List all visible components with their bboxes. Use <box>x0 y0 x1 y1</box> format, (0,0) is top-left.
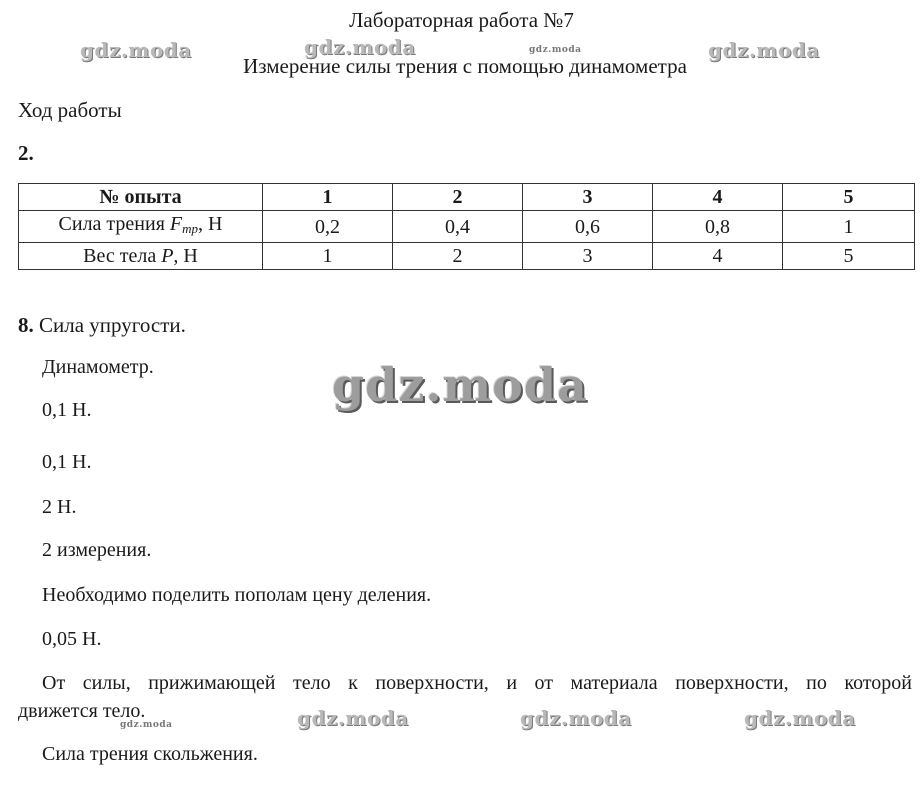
table-cell: 2 <box>393 243 523 270</box>
table-cell: 0,8 <box>653 211 783 243</box>
table-cell: 0,2 <box>263 211 393 243</box>
answer-line: 2 Н. <box>42 496 77 518</box>
table-cell: 0,6 <box>523 211 653 243</box>
table-cell: 0,4 <box>393 211 523 243</box>
answer-line: Сила трения скольжения. <box>42 743 258 765</box>
row-label-friction-force: Сила трения $F_{тр}$, Н <box>19 211 263 243</box>
task-8-first-line <box>18 313 186 338</box>
table-row <box>19 243 915 270</box>
watermark: gdz.moda <box>297 706 409 730</box>
answer-paragraph-line-1: От силы, прижимающей тело к поверхности, и от материала поверхности, по которой <box>42 672 912 694</box>
answer-text: Сила упругости. <box>39 313 186 337</box>
answer-paragraph-line-2: движется тело. <box>18 700 146 722</box>
answer-line: 0,05 Н. <box>42 628 102 650</box>
watermark: gdz.moda <box>304 35 416 59</box>
experiment-table <box>18 183 915 270</box>
watermark-large: gdz.moda <box>332 358 588 412</box>
row-label-body-weight: Вес тела P, Н <box>19 243 263 270</box>
answer-line: 0,1 Н. <box>42 451 92 473</box>
table-cell: 3 <box>523 243 653 270</box>
table-header-cell: 5 <box>783 184 915 211</box>
answer-line: Динамометр. <box>42 356 154 378</box>
task-number-2: 2. <box>18 141 34 165</box>
table-header-cell: 2 <box>393 184 523 211</box>
table-cell: 5 <box>783 243 915 270</box>
table-row <box>19 211 915 243</box>
watermark: gdz.moda <box>120 720 173 730</box>
watermark: gdz.moda <box>529 45 582 55</box>
table-header-row <box>19 184 915 211</box>
answer-line: Необходимо поделить пополам цену деления. <box>42 584 432 606</box>
task-number-8: 8. <box>18 313 34 337</box>
watermark: gdz.moda <box>520 706 632 730</box>
table-header-cell: 3 <box>523 184 653 211</box>
page-title: Лабораторная работа №7 <box>349 8 574 32</box>
table-header-cell: 1 <box>263 184 393 211</box>
watermark: gdz.moda <box>708 38 820 62</box>
page-subtitle: Измерение силы трения с помощью динамометра <box>243 54 687 78</box>
table-header-cell: № опыта <box>19 184 263 211</box>
table-cell: 1 <box>783 211 915 243</box>
watermark: gdz.moda <box>744 706 856 730</box>
section-heading: Ход работы <box>18 98 122 122</box>
table-cell: 1 <box>263 243 393 270</box>
watermark: gdz.moda <box>80 38 192 62</box>
table-cell: 4 <box>653 243 783 270</box>
table-header-cell: 4 <box>653 184 783 211</box>
answer-line: 2 измерения. <box>42 539 152 561</box>
answer-line: 0,1 Н. <box>42 399 92 421</box>
